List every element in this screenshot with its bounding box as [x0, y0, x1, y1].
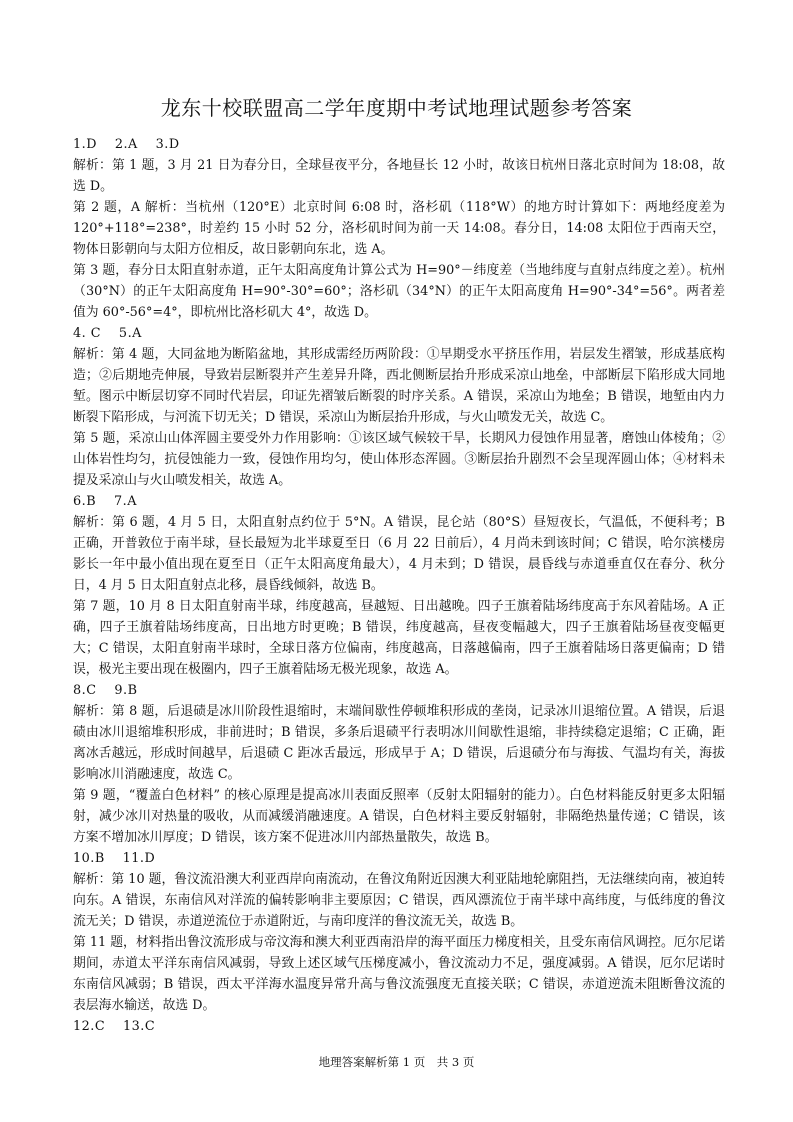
analysis-q6: 解析：第 6 题，4 月 5 日，太阳直射点约位于 5°N。A 错误，昆仑站（80°S）昼短夜长，气温低，不便科考；B 正确，开普敦位于南半球，昼长最短为北半球夏至日（6 月 22 日前后），4 月尚未到该时间；C 错误，哈尔滨楼房影长一年中最小值出现在夏至日（正午太阳高度角最大），4 月未到；D 错误，晨昏线与赤道垂直仅在春分、秋分日，4 月 5 日太阳直射点北移，晨昏线倾斜，故选 B。	[73, 515, 725, 593]
answer-key-1-3: 1.D 2.A 3.D	[73, 137, 180, 152]
analysis-q2: 第 2 题，A 解析：当杭州（120°E）北京时间 6:08 时，洛杉矶（118°W）的地方时计算如下：两地经度差为 120°+118°=238°，时差约 15 小时 52 分，洛杉矶时间为前一天 14:08。春分日，14:08 太阳位于西南天空，物体日影朝向与太阳方位相反，故日影朝向东北，选 A。	[73, 200, 725, 257]
answer-key-6-7: 6.B 7.A	[73, 494, 137, 509]
analysis-q11: 第 11 题，材料指出鲁汶流形成与帝汶海和澳大利亚西南沿岸的海平面压力梯度相关，且受东南信风调控。厄尔尼诺期间，赤道太平洋东南信风减弱，导致上述区域气压梯度减小，鲁汶流动力不足，强度减弱。A 错误，厄尔尼诺时东南信风减弱；B 错误，西太平洋海水温度异常升高与鲁汶流强度无直接关联；C 错误，赤道逆流未阻断鲁汶流的表层海水输送，故选 D。	[73, 935, 725, 1013]
analysis-q7: 第 7 题，10 月 8 日太阳直射南半球，纬度越高，昼越短、日出越晚。四子王旗着陆场纬度高于东风着陆场。A 正确，四子王旗着陆场纬度高，日出地方时更晚；B 错误，纬度越高，昼夜变幅越大，四子王旗着陆场昼夜变幅更大；C 错误，太阳直射南半球时，全球日落方位偏南，纬度越高，日落越偏南，四子王旗着陆场日落更偏南；D 错误，极光主要出现在极圈内，四子王旗着陆场无极光现象，故选 A。	[73, 599, 725, 677]
page-footer: 地理答案解析第 1 页 共 3 页	[318, 1055, 475, 1069]
analysis-q1: 解析：第 1 题，3 月 21 日为春分日，全球昼夜平分，各地昼长 12 小时，故该日杭州日落北京时间为 18:08，故选 D。	[73, 158, 725, 194]
analysis-q10: 解析：第 10 题，鲁汶流沿澳大利亚西岸向南流动，在鲁汶角附近因澳大利亚陆地轮廓阻挡，无法继续向南，被迫转向东。A 错误，东南信风对洋流的偏转影响非主要原因；C 错误，西风漂流位于南半球中高纬度，与低纬度的鲁汶流无关；D 错误，赤道逆流位于赤道附近，与南印度洋的鲁汶流无关，故选 B。	[73, 872, 725, 929]
analysis-q3: 第 3 题，春分日太阳直射赤道，正午太阳高度角计算公式为 H=90°－纬度差（当地纬度与直射点纬度之差）。杭州（30°N）的正午太阳高度角 H=90°-30°=60°；洛杉矶（34°N）的正午太阳高度角 H=90°-34°=56°。两者差值为 60°-56°=4°，即杭州比洛杉矶大 4°，故选 D。	[73, 263, 725, 320]
analysis-q4: 解析：第 4 题，大同盆地为断陷盆地，其形成需经历两阶段：①早期受水平挤压作用，岩层发生褶皱，形成基底构造；②后期地壳伸展，导致岩层断裂并产生差异升降，西北侧断层抬升形成采凉山地垒，中部断层下陷形成大同地堑。图示中断层切穿不同时代岩层，印证先褶皱后断裂的时序关系。A 错误，采凉山为地垒；B 错误，地堑由内力断裂下陷形成，与河流下切无关；D 错误，采凉山为断层抬升形成，与火山喷发无关，故选 C。	[73, 347, 725, 425]
answer-key-4-5: 4. C 5.A	[73, 326, 142, 341]
answer-key-10-11: 10.B 11.D	[73, 851, 156, 866]
analysis-q5: 第 5 题，采凉山山体浑圆主要受外力作用影响：①该区域气候较干旱，长期风力侵蚀作用显著，磨蚀山体棱角；②山体岩性均匀，抗侵蚀能力一致，侵蚀作用均匀，使山体形态浑圆。③断层抬升剧烈不会呈现浑圆山体；④材料未提及采凉山与火山喷发相关，故选 A。	[73, 431, 725, 488]
analysis-q8: 解析：第 8 题，后退碛是冰川阶段性退缩时，末端间歇性停顿堆积形成的垄岗，记录冰川退缩位置。A 错误，后退碛由冰川退缩堆积形成，非前进时；B 错误，多条后退碛平行表明冰川间歇性退缩，非持续稳定退缩；C 正确，距离冰舌越远，形成时间越早，后退碛 C 距冰舌最远，形成早于 A；D 错误，后退碛分布与海拔、气温均有关，海拔影响冰川消融速度，故选 C。	[73, 704, 725, 782]
answer-content	[73, 134, 725, 1037]
answer-key-12-13: 12.C 13.C	[73, 1019, 156, 1034]
answer-key-8-9: 8.C 9.B	[73, 683, 138, 698]
document-title: 龙东十校联盟高二学年度期中考试地理试题参考答案	[160, 96, 633, 120]
analysis-q9: 第 9 题，“覆盖白色材料” 的核心原理是提高冰川表面反照率（反射太阳辐射的能力）。白色材料能反射更多太阳辐射，减少冰川对热量的吸收，从而减缓消融速度。A 错误，白色材料主要反射辐射，非隔绝热量传递；C 错误，该方案不增加冰川厚度；D 错误，该方案不促进冰川内部热量散失，故选 B。	[73, 788, 725, 845]
